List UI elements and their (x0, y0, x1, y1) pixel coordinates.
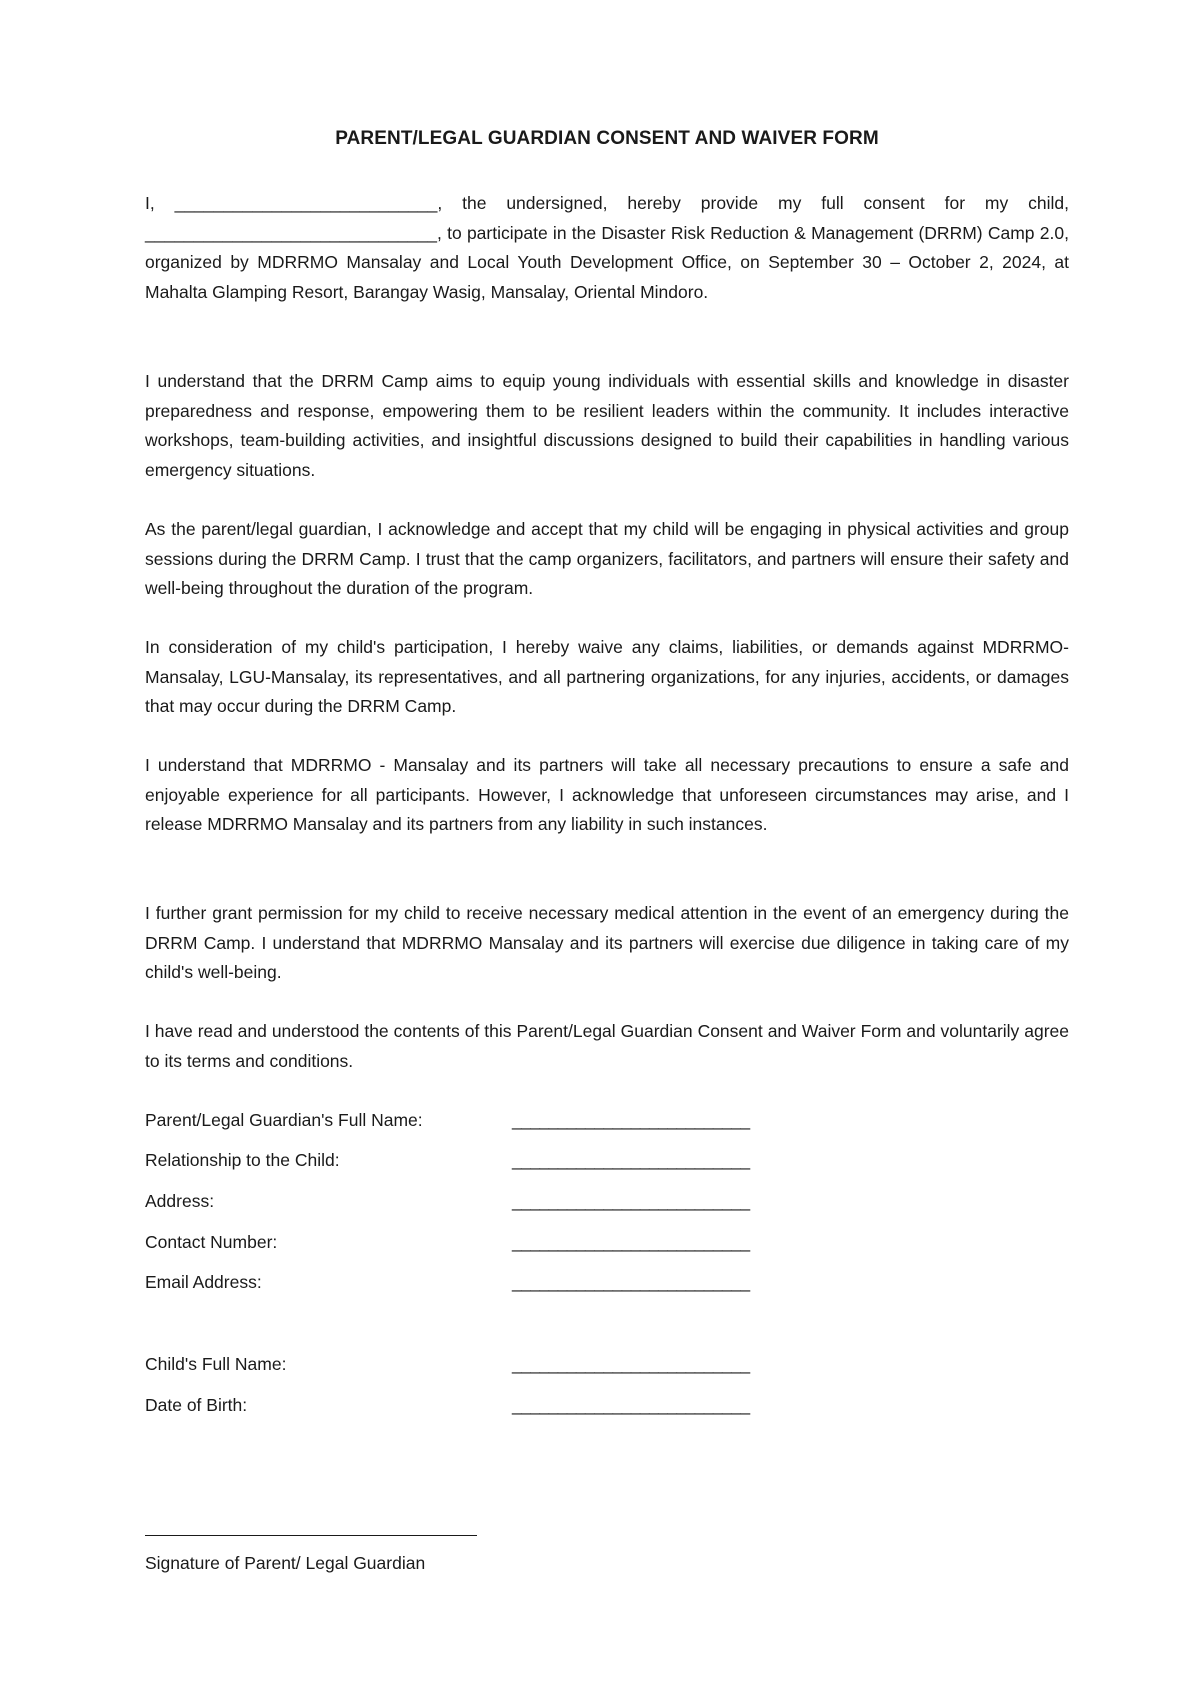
date-of-birth-field[interactable]: __________________________ (512, 1395, 750, 1415)
child-name-label: Child's Full Name: (145, 1354, 287, 1374)
email-label: Email Address: (145, 1272, 262, 1292)
date-of-birth-label: Date of Birth: (145, 1395, 248, 1415)
release-paragraph: I understand that MDRRMO - Mansalay and its partners will take all necessary precautions to ensure a safe and enjoyable experience for all participants. However, I acknowledge that unforeseen circumstances may arise, and I release MDRRMO Mansalay and its partners from any liability in such instances. (145, 755, 1069, 834)
contact-number-field[interactable]: __________________________ (512, 1232, 750, 1252)
signature-line[interactable] (145, 1525, 477, 1536)
form-title: PARENT/LEGAL GUARDIAN CONSENT AND WAIVER FORM (335, 128, 879, 149)
contact-number-label: Contact Number: (145, 1232, 278, 1252)
guardian-name-field[interactable]: __________________________ (512, 1110, 750, 1130)
waiver-paragraph: In consideration of my child's participation, I hereby waive any claims, liabilities, or demands against MDRRMO-Mansalay, LGU-Mansalay, its representatives, and all partnering organizations, for any injuries, accidents, or damages that may occur during the DRRM Camp. (145, 637, 1069, 716)
guardian-name-label: Parent/Legal Guardian's Full Name: (145, 1110, 423, 1130)
signature-label: Signature of Parent/ Legal Guardian (145, 1553, 426, 1573)
agreement-paragraph: I have read and understood the contents of this Parent/Legal Guardian Consent and Waiver Form and voluntarily agree to its terms and conditions. (145, 1021, 1069, 1071)
medical-permission-paragraph: I further grant permission for my child to receive necessary medical attention in the event of an emergency during the DRRM Camp. I understand that MDRRMO Mansalay and its partners will exercise due diligence in taking care of my child's well-being. (145, 903, 1069, 982)
camp-purpose-paragraph: I understand that the DRRM Camp aims to equip young individuals with essential skills and knowledge in disaster preparedness and response, empowering them to be resilient leaders within the community. It includes interactive workshops, team-building activities, and insightful discussions designed to build their capabilities in handling various emergency situations. (145, 371, 1069, 480)
relationship-field[interactable]: __________________________ (512, 1150, 750, 1170)
address-label: Address: (145, 1191, 215, 1211)
relationship-label: Relationship to the Child: (145, 1150, 340, 1170)
child-name-field[interactable]: __________________________ (512, 1354, 750, 1374)
consent-paragraph: I, ___________________________, the undersigned, hereby provide my full consent for my child, ______________________________, to participate in the Disaster Risk Reduction & Management (DRRM) Camp 2.0, organized by MDRRMO Mansalay and Local Youth Development Office, on September 30 – October 2, 2024, at Mahalta Glamping Resort, Barangay Wasig, Mansalay, Oriental Mindoro. (145, 193, 1069, 302)
acknowledgement-paragraph: As the parent/legal guardian, I acknowledge and accept that my child will be engaging in physical activities and group sessions during the DRRM Camp. I trust that the camp organizers, facilitators, and partners will ensure their safety and well-being throughout the duration of the program. (145, 519, 1069, 598)
email-field[interactable]: __________________________ (512, 1272, 750, 1292)
address-field[interactable]: __________________________ (512, 1191, 750, 1211)
